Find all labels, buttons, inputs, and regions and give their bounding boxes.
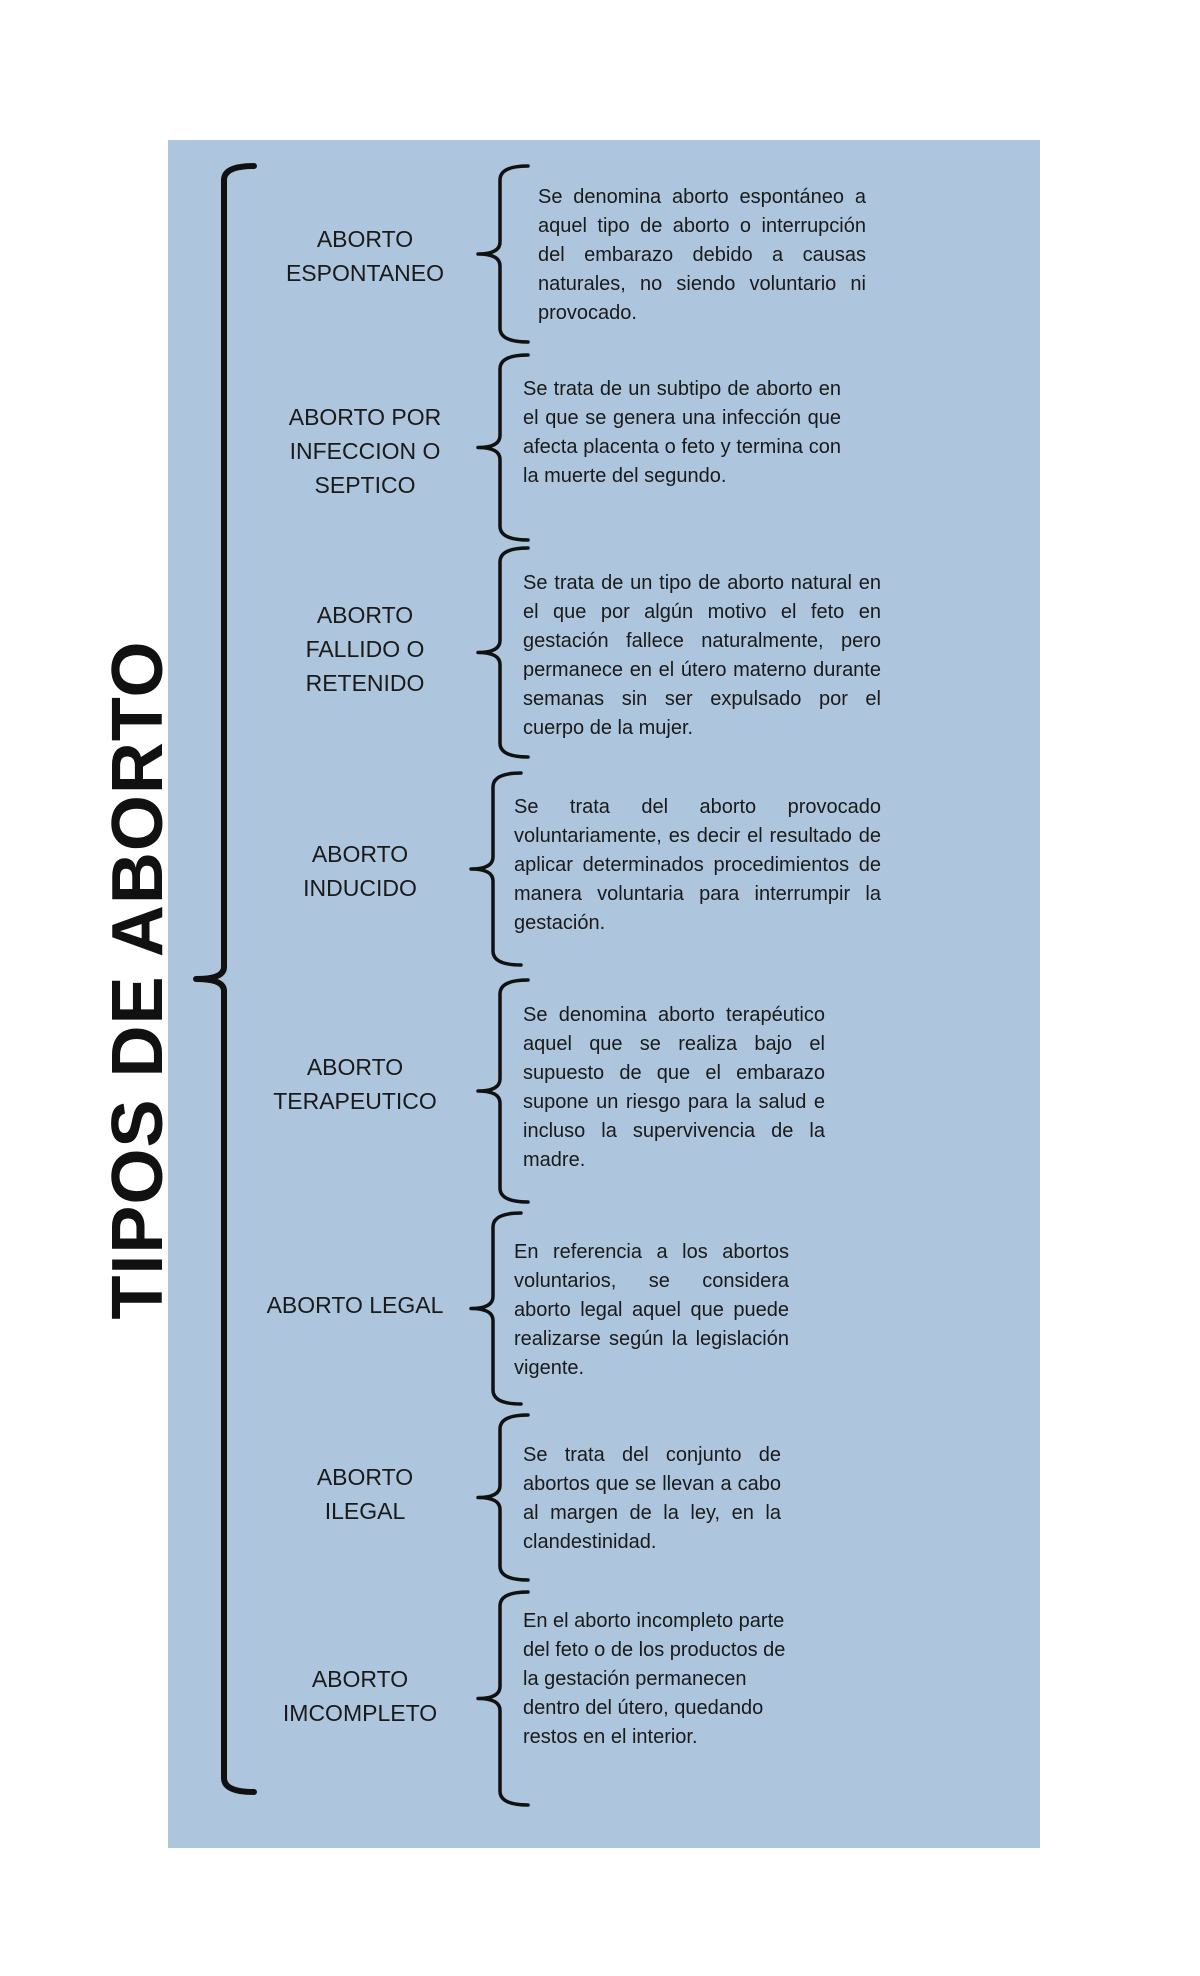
item-brace-2 <box>478 355 528 540</box>
diagram-title: TIPOS DE ABORTO <box>98 640 178 1320</box>
description-aborto-espontaneo: Se denomina aborto espontáneo a aquel tipo de aborto o interrupción del embarazo debido a causas naturales, no siendo voluntario ni provocado. <box>538 186 866 324</box>
item-brace-8 <box>478 1592 528 1805</box>
item-brace-1 <box>478 166 528 342</box>
term-aborto-ilegal: ABORTO ILEGAL <box>316 1464 414 1524</box>
description-aborto-ilegal: Se trata del conjunto de abortos que se llevan a cabo al margen de la ley, en la clandestinidad. <box>523 1444 781 1553</box>
description-aborto-septico: Se trata de un subtipo de aborto en el que se genera una infección que afecta placenta o feto y termina con la muerte del segundo. <box>523 378 841 487</box>
item-brace-3 <box>478 548 528 757</box>
main-brace <box>196 166 254 1792</box>
item-brace-5 <box>478 980 528 1202</box>
description-aborto-incompleto: En el aborto incompleto parte del feto o de los productos de la gestación permanecen dentro del útero, quedando restos en el interior. <box>523 1610 786 1748</box>
description-aborto-legal: En referencia a los abortos voluntarios, se considera aborto legal aquel que puede realizarse según la legislación vigente. <box>514 1241 789 1379</box>
description-aborto-terapeutico: Se denomina aborto terapéutico aquel que se realiza bajo el supuesto de que el embarazo supone un riesgo para la salud e incluso la supervivencia de la madre. <box>523 1004 825 1171</box>
description-aborto-inducido: Se trata del aborto provocado voluntariamente, es decir el resultado de aplicar determinados procedimientos de manera voluntaria para interrumpir la gestación. <box>514 796 881 934</box>
item-brace-7 <box>478 1415 528 1580</box>
term-aborto-septico: ABORTO POR INFECCION O SEPTICO <box>288 404 442 498</box>
term-aborto-legal: ABORTO LEGAL <box>266 1292 444 1318</box>
term-aborto-retenido: ABORTO FALLIDO O RETENIDO <box>305 602 425 696</box>
term-aborto-incompleto: ABORTO IMCOMPLETO <box>282 1666 438 1726</box>
term-aborto-espontaneo: ABORTO ESPONTANEO <box>285 226 445 286</box>
term-aborto-inducido: ABORTO INDUCIDO <box>303 841 417 901</box>
term-aborto-terapeutico: ABORTO TERAPEUTICO <box>273 1054 437 1114</box>
description-aborto-retenido: Se trata de un tipo de aborto natural en el que por algún motivo el feto en gestación fallece naturalmente, pero permanece en el útero materno durante semanas sin ser expulsado por el cuerpo de la mujer. <box>523 572 881 739</box>
